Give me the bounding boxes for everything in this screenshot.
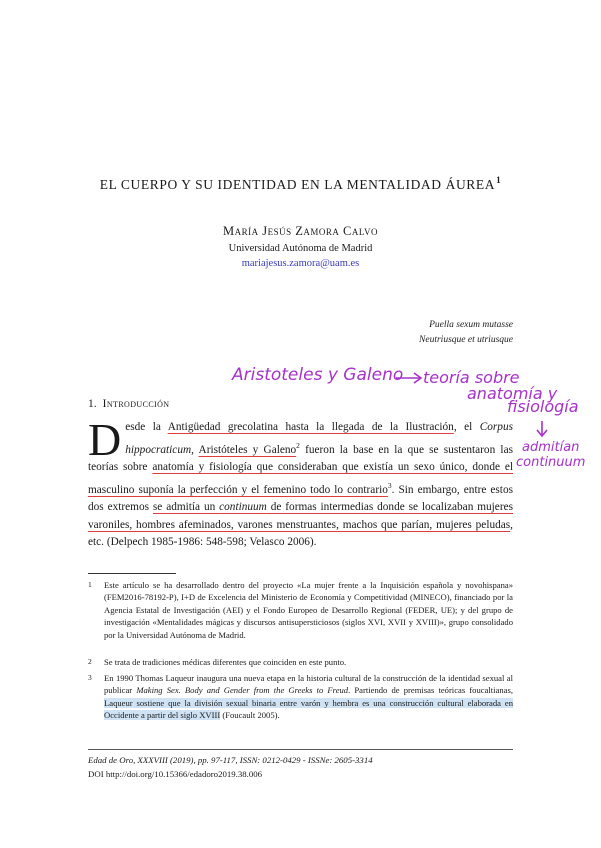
section-title: Introducción — [102, 398, 170, 410]
highlight-laqueur[interactable]: Laqueur sostiene que la división sexual binaria entre varón y hembra es una construcción cultural elaborada en Occidente a partir del siglo XVIII — [104, 697, 513, 721]
highlight-continuum[interactable]: continuum — [219, 501, 267, 513]
footnote-3 — [88, 672, 513, 722]
epigraph-line-2: Neutriusque et utriusque — [419, 335, 513, 345]
highlight-aristotle-galen[interactable]: Aristóteles y Galeno — [198, 443, 297, 456]
footnote-2 — [88, 656, 513, 668]
handwritten-note-continuum: continuum — [516, 455, 586, 470]
article-title: EL CUERPO Y SU IDENTIDAD EN LA MENTALIDAD ÁUREA$^1$ — [99, 175, 502, 192]
body-paragraph: Desde la Antigüedad grecolatina hasta la llegada de la Ilustración, el Corpus hippocraticum, Aristóteles y Galeno$^2$ fueron la base en la que se sustentaron las teorías sobre anatomía y fisiología que consideraban que existía un sexo único, donde el masculino suponía la perfección y el femenino todo lo contrario$^3$. Sin embargo, entre estos dos extremos se admitía un continuum de formas intermedias donde se localizaban mujeres varoniles, hombres afeminados, varones menstruantes, machos que parían, mujeres peludas, etc. (Delpech 1985-1986: 548-598; Velasco 2006). — [88, 414, 514, 548]
highlight-anatomy[interactable]: anatomía y fisiología que consideraban que existía un sexo único, donde el masculino suponía la perfección y el femenino todo lo contrario — [88, 461, 514, 496]
handwritten-note-admitted: admitían — [522, 440, 580, 455]
epigraph-line-1: Puella sexum mutasse — [429, 320, 513, 330]
section-number: 1. — [88, 398, 97, 410]
footnote-3-number: 3 — [88, 673, 92, 682]
handwritten-note-authors: Aristoteles y Galeno — [232, 365, 404, 385]
footnote-1 — [88, 579, 513, 641]
arrow-right-icon — [395, 372, 423, 384]
footnote-2-text: Se trata de tradiciones médicas diferentes que coinciden en este punto. — [104, 657, 347, 667]
book-title: Making Sex. Body and Gender from the Greeks to Freud — [136, 685, 349, 696]
footnote-2-number: 2 — [88, 657, 92, 666]
footer-separator — [88, 749, 513, 750]
footnote-ref-3[interactable]: 3 — [387, 480, 392, 490]
footnote-1-text: Este artículo se ha desarrollado dentro del proyecto «La mujer frente a la Inquisición española y novohispana» (FEM2016-78192-P), I+D de Excelencia del Ministerio de Economía y Competitividad (MINECO), financiado por la Agencia Estatal de Investigación (AEI) y el Fondo Europeo de Desarrollo Regional (FEDER, UE); y del grupo de investigación «Mentalidades mágicas y discursos antisupersticiosos (siglos XVI, XVII y XVIII)», grupo consolidado por la Universidad Autónoma de Madrid. — [104, 580, 513, 640]
handwritten-note-theory: teoría sobre — [423, 368, 520, 387]
title-footnote-ref[interactable]: 1 — [496, 175, 502, 185]
section-heading — [88, 398, 169, 410]
footnote-ref-2[interactable]: 2 — [296, 440, 300, 450]
handwritten-note-anatomy: anatomía y — [467, 384, 558, 403]
handwritten-note-physiology: fisiología — [507, 397, 579, 416]
author-name: María Jesús Zamora Calvo — [222, 224, 378, 238]
corpus-title: Corpus hippocraticum — [125, 421, 513, 456]
arrow-down-icon — [536, 420, 548, 438]
footnote-3-text: En 1990 Thomas Laqueur inaugura una nueva etapa en la historia cultural de la construcción de la identidad sexual al publicar Making Sex. Body and Gender from the Greeks to Freud. Partiendo de premisas teóricas foucaltianas, Laqueur sostiene que la división sexual binaria entre varón y hembra es una construcción cultural elaborada en Occidente a partir del siglo XVIII (Foucault 2005). — [104, 673, 513, 721]
highlight-forms[interactable]: de formas intermedias donde se localizaban mujeres varoniles, hombres afeminados, varones menstruantes, machos que parían, mujeres peludas — [88, 501, 513, 531]
author-email-link[interactable]: mariajesus.zamora@uam.es — [241, 258, 360, 269]
doi-link[interactable]: DOI http://doi.org/10.15366/edadoro2019.38.006 — [88, 769, 263, 779]
author-affiliation: Universidad Autónoma de Madrid — [228, 243, 373, 254]
footnote-separator — [88, 573, 176, 574]
highlight-antiquity[interactable]: Antigüedad grecolatina hasta la llegada de la Ilustración — [167, 421, 454, 433]
journal-citation: Edad de Oro, XXXVIII (2019), pp. 97-117, ISSN: 0212-0429 - ISSNe: 2605-3314 — [88, 755, 373, 765]
drop-cap: D — [88, 414, 122, 465]
highlight-admitted[interactable]: se admitía un — [152, 501, 220, 513]
footnote-1-number: 1 — [88, 580, 92, 589]
